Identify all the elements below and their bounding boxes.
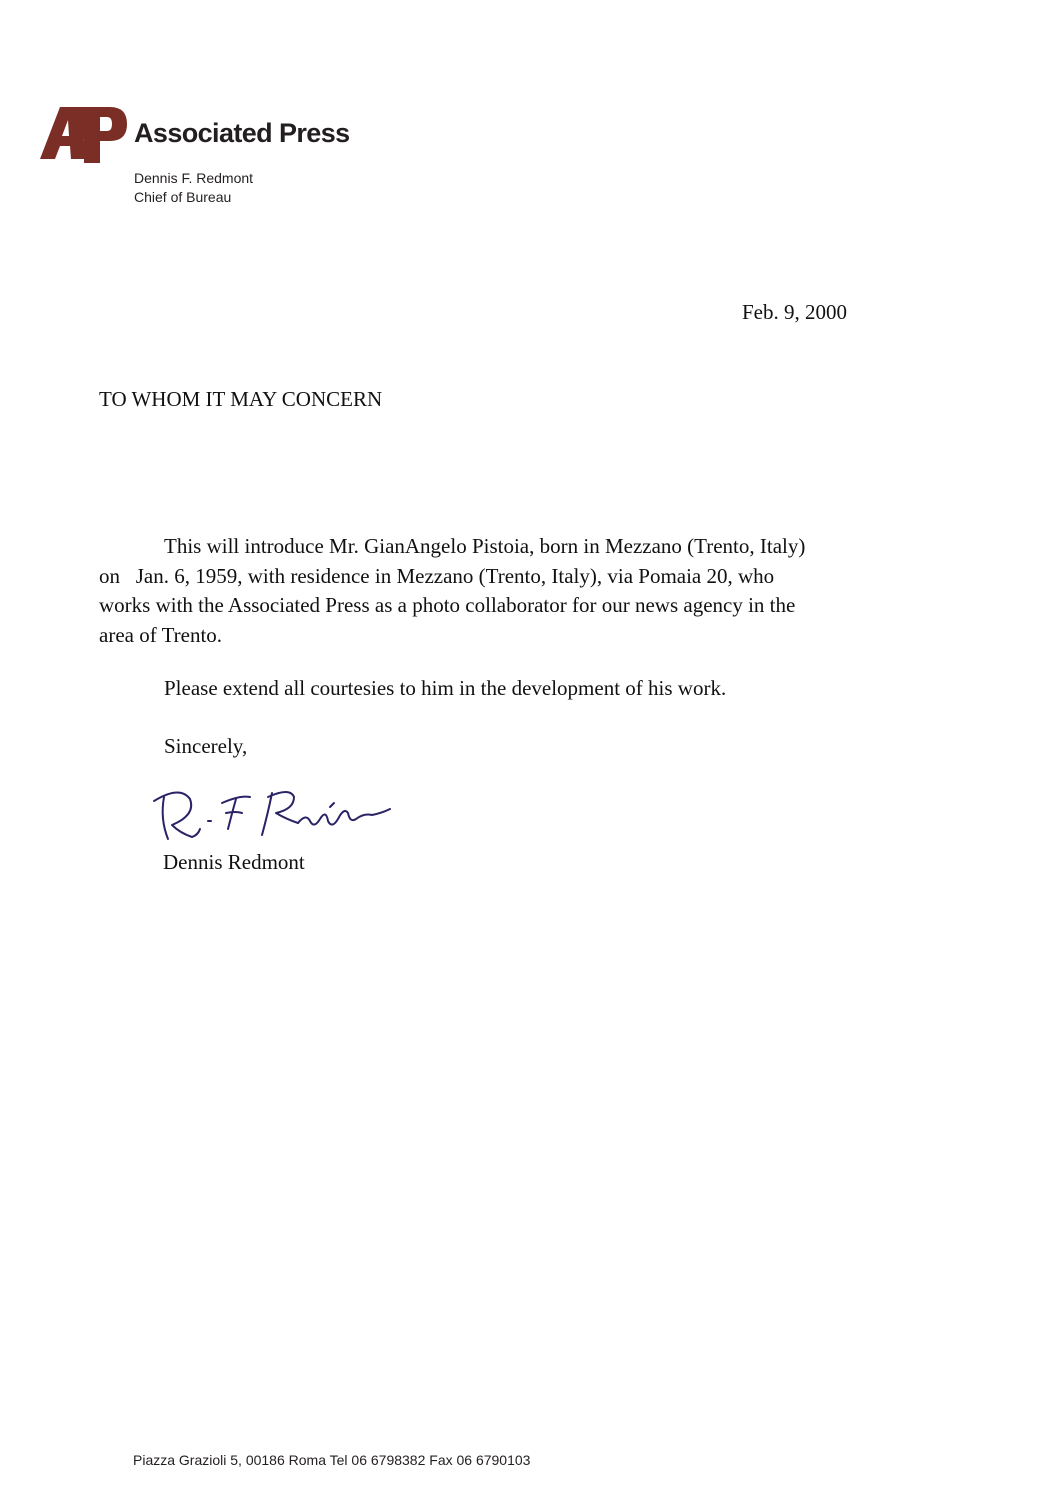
paragraph-line: This will introduce Mr. GianAngelo Pistoia, born in Mezzano (Trento, Italy)	[164, 534, 806, 558]
ap-logo-icon	[40, 106, 128, 164]
letter-date: Feb. 9, 2000	[742, 300, 847, 324]
footer-address: Piazza Grazioli 5, 00186 Roma Tel 06 6798382 Fax 06 6790103	[133, 1452, 531, 1468]
signer-name: Dennis Redmont	[163, 850, 305, 874]
sender-name: Dennis F. Redmont	[134, 170, 254, 186]
sender-block	[134, 169, 253, 207]
introduction-paragraph	[99, 532, 939, 650]
paragraph-line: works with the Associated Press as a photo collaborator for our news agency in the	[99, 593, 796, 617]
paragraph-line: area of Trento.	[99, 622, 223, 647]
sender-title: Chief of Bureau	[134, 189, 232, 205]
ap-logo-letter-p	[78, 107, 127, 163]
courtesy-paragraph: Please extend all courtesies to him in the development of his work.	[164, 676, 727, 700]
salutation: TO WHOM IT MAY CONCERN	[99, 387, 383, 411]
organization-name: Associated Press	[134, 118, 350, 148]
closing: Sincerely,	[164, 734, 248, 758]
ap-logo-letter-a	[40, 107, 86, 159]
paragraph-line: on Jan. 6, 1959, with residence in Mezzano (Trento, Italy), via Pomaia 20, who	[99, 563, 775, 588]
handwritten-signature-icon	[150, 783, 400, 845]
